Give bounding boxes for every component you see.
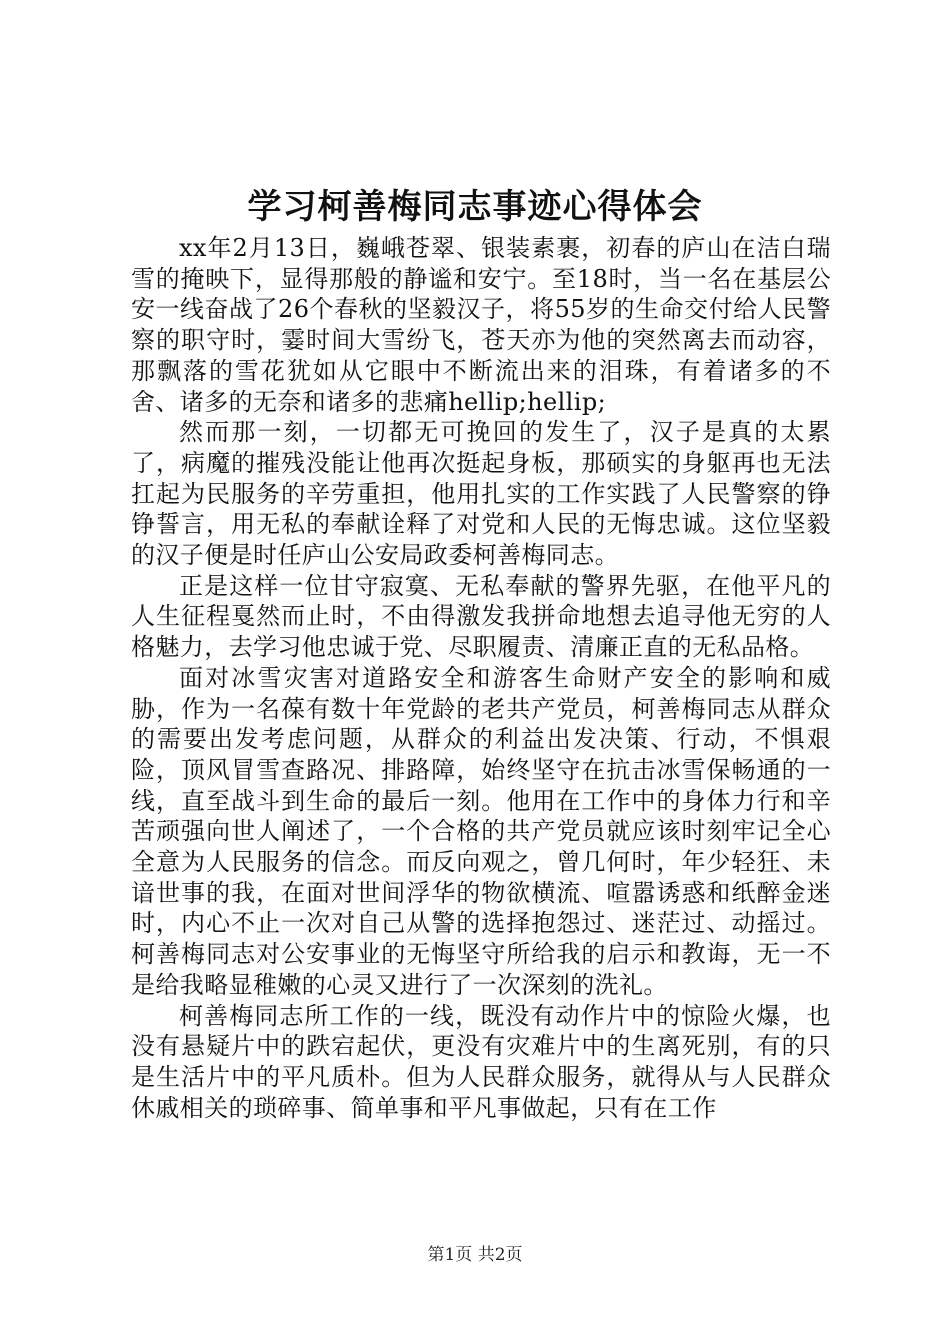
paragraph-3: 正是这样一位甘守寂寞、无私奉献的警界先驱，在他平凡的人生征程戛然而止时，不由得激发我拼命地想去追寻他无穷的人格魅力，去学习他忠诚于党、尽职履责、清廉正直的无私品格。 — [131, 571, 831, 662]
paragraph-5: 柯善梅同志所工作的一线，既没有动作片中的惊险火爆，也没有悬疑片中的跌宕起伏，更没有灾难片中的生离死别，有的只是生活片中的平凡质朴。但为人民群众服务，就得从与人民群众休戚相关的琐碎事、简单事和平凡事做起，只有在工作 — [131, 1001, 831, 1122]
paragraph-4: 面对冰雪灾害对道路安全和游客生命财产安全的影响和威胁，作为一名葆有数十年党龄的老共产党员，柯善梅同志从群众的需要出发考虑问题，从群众的利益出发决策、行动，不惧艰险，顶风冒雪查路况、排路障，始终坚守在抗击冰雪保畅通的一线，直至战斗到生命的最后一刻。他用在工作中的身体力行和辛苦顽强向世人阐述了，一个合格的共产党员就应该时刻牢记全心全意为人民服务的信念。而反向观之，曾几何时，年少轻狂、未谙世事的我，在面对世间浮华的物欲横流、喧嚣诱惑和纸醉金迷时，内心不止一次对自己从警的选择抱怨过、迷茫过、动摇过。柯善梅同志对公安事业的无悔坚守所给我的启示和教诲，无一不是给我略显稚嫩的心灵又进行了一次深刻的洗礼。 — [131, 663, 831, 999]
paragraph-1: xx年2月13日，巍峨苍翠、银装素裹，初春的庐山在洁白瑞雪的掩映下，显得那般的静谧和安宁。至18时，当一名在基层公安一线奋战了26个春秋的坚毅汉子，将55岁的生命交付给人民警察的职守时，霎时间大雪纷飞，苍天亦为他的突然离去而动容，那飘落的雪花犹如从它眼中不断流出来的泪珠，有着诸多的不舍、诸多的无奈和诸多的悲痛hellip;hellip; — [131, 234, 831, 416]
page-number-footer: 第1页 共2页 — [427, 1245, 523, 1265]
paragraph-2: 然而那一刻，一切都无可挽回的发生了，汉子是真的太累了，病魔的摧残没能让他再次挺起身板，那硕实的身躯再也无法扛起为民服务的辛劳重担，他用扎实的工作实践了人民警察的铮铮誓言，用无私的奉献诠释了对党和人民的无悔忠诚。这位坚毅的汉子便是时任庐山公安局政委柯善梅同志。 — [131, 418, 831, 570]
document-title: 学习柯善梅同志事迹心得体会 — [247, 187, 703, 227]
document-body — [131, 233, 831, 1123]
